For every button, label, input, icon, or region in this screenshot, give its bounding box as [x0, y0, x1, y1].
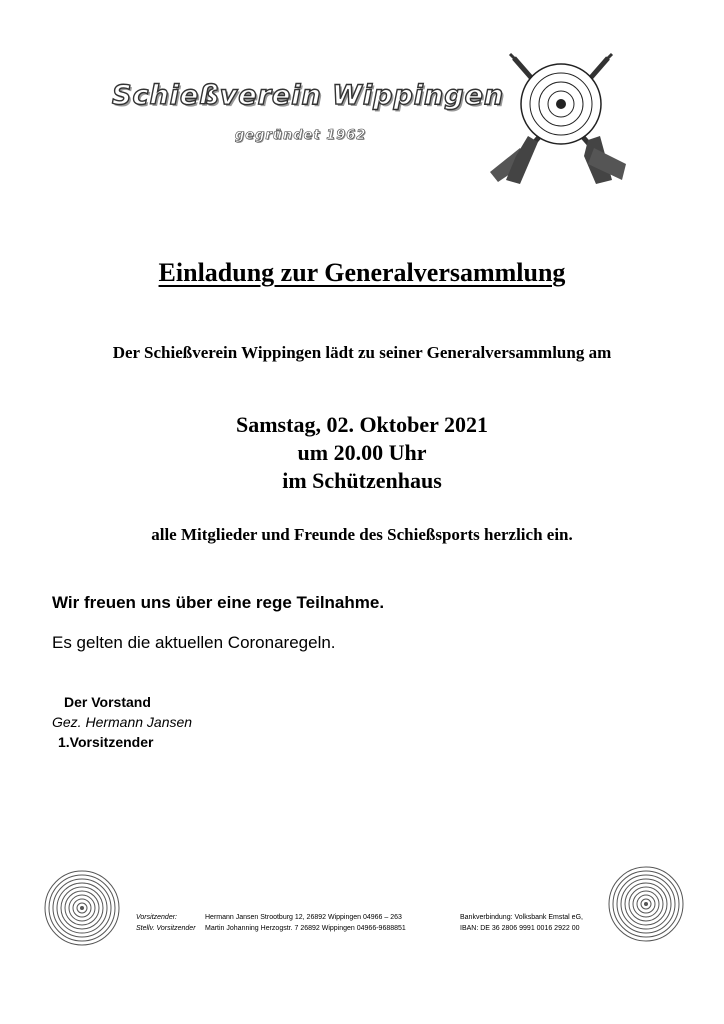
target-left-icon [44, 870, 120, 946]
event-date: Samstag, 02. Oktober 2021 [236, 412, 488, 437]
signature-role: 1.Vorsitzender [58, 734, 154, 750]
signature-board: Der Vorstand [64, 694, 151, 710]
participation-note: Wir freuen uns über eine rege Teilnahme. [52, 593, 385, 612]
event-time: um 20.00 Uhr [297, 440, 427, 465]
footer-chair-info: Hermann Jansen Strootburg 12, 26892 Wippingen 04966 – 263 [205, 914, 402, 921]
footer-iban: IBAN: DE 36 2806 9991 0016 2922 00 [460, 925, 580, 932]
target-right-icon [608, 866, 684, 942]
page-title: Einladung zur Generalversammlung [158, 258, 566, 287]
invite-text: alle Mitglieder und Freunde des Schießsports herzlich ein. [151, 525, 573, 544]
founded-tagline: gegründet 1962 [235, 128, 367, 143]
intro-text: Der Schießverein Wippingen lädt zu seiner Generalversammlung am [112, 343, 612, 362]
signature-name: Gez. Hermann Jansen [52, 714, 193, 730]
target-rifles-emblem [476, 52, 646, 194]
event-place: im Schützenhaus [282, 468, 442, 493]
club-name-logo: Schießverein Wippingen [112, 80, 505, 111]
footer-vice-label: Stellv. Vorsitzender [136, 925, 196, 932]
footer-bank: Bankverbindung: Volksbank Emstal eG, [460, 914, 583, 921]
footer-vice-info: Martin Johanning Herzogstr. 7 26892 Wippingen 04966-9688851 [205, 925, 406, 932]
footer-chair-label: Vorsitzender: [136, 914, 177, 921]
target-icon [521, 64, 601, 144]
corona-note: Es gelten die aktuellen Coronaregeln. [52, 633, 336, 652]
